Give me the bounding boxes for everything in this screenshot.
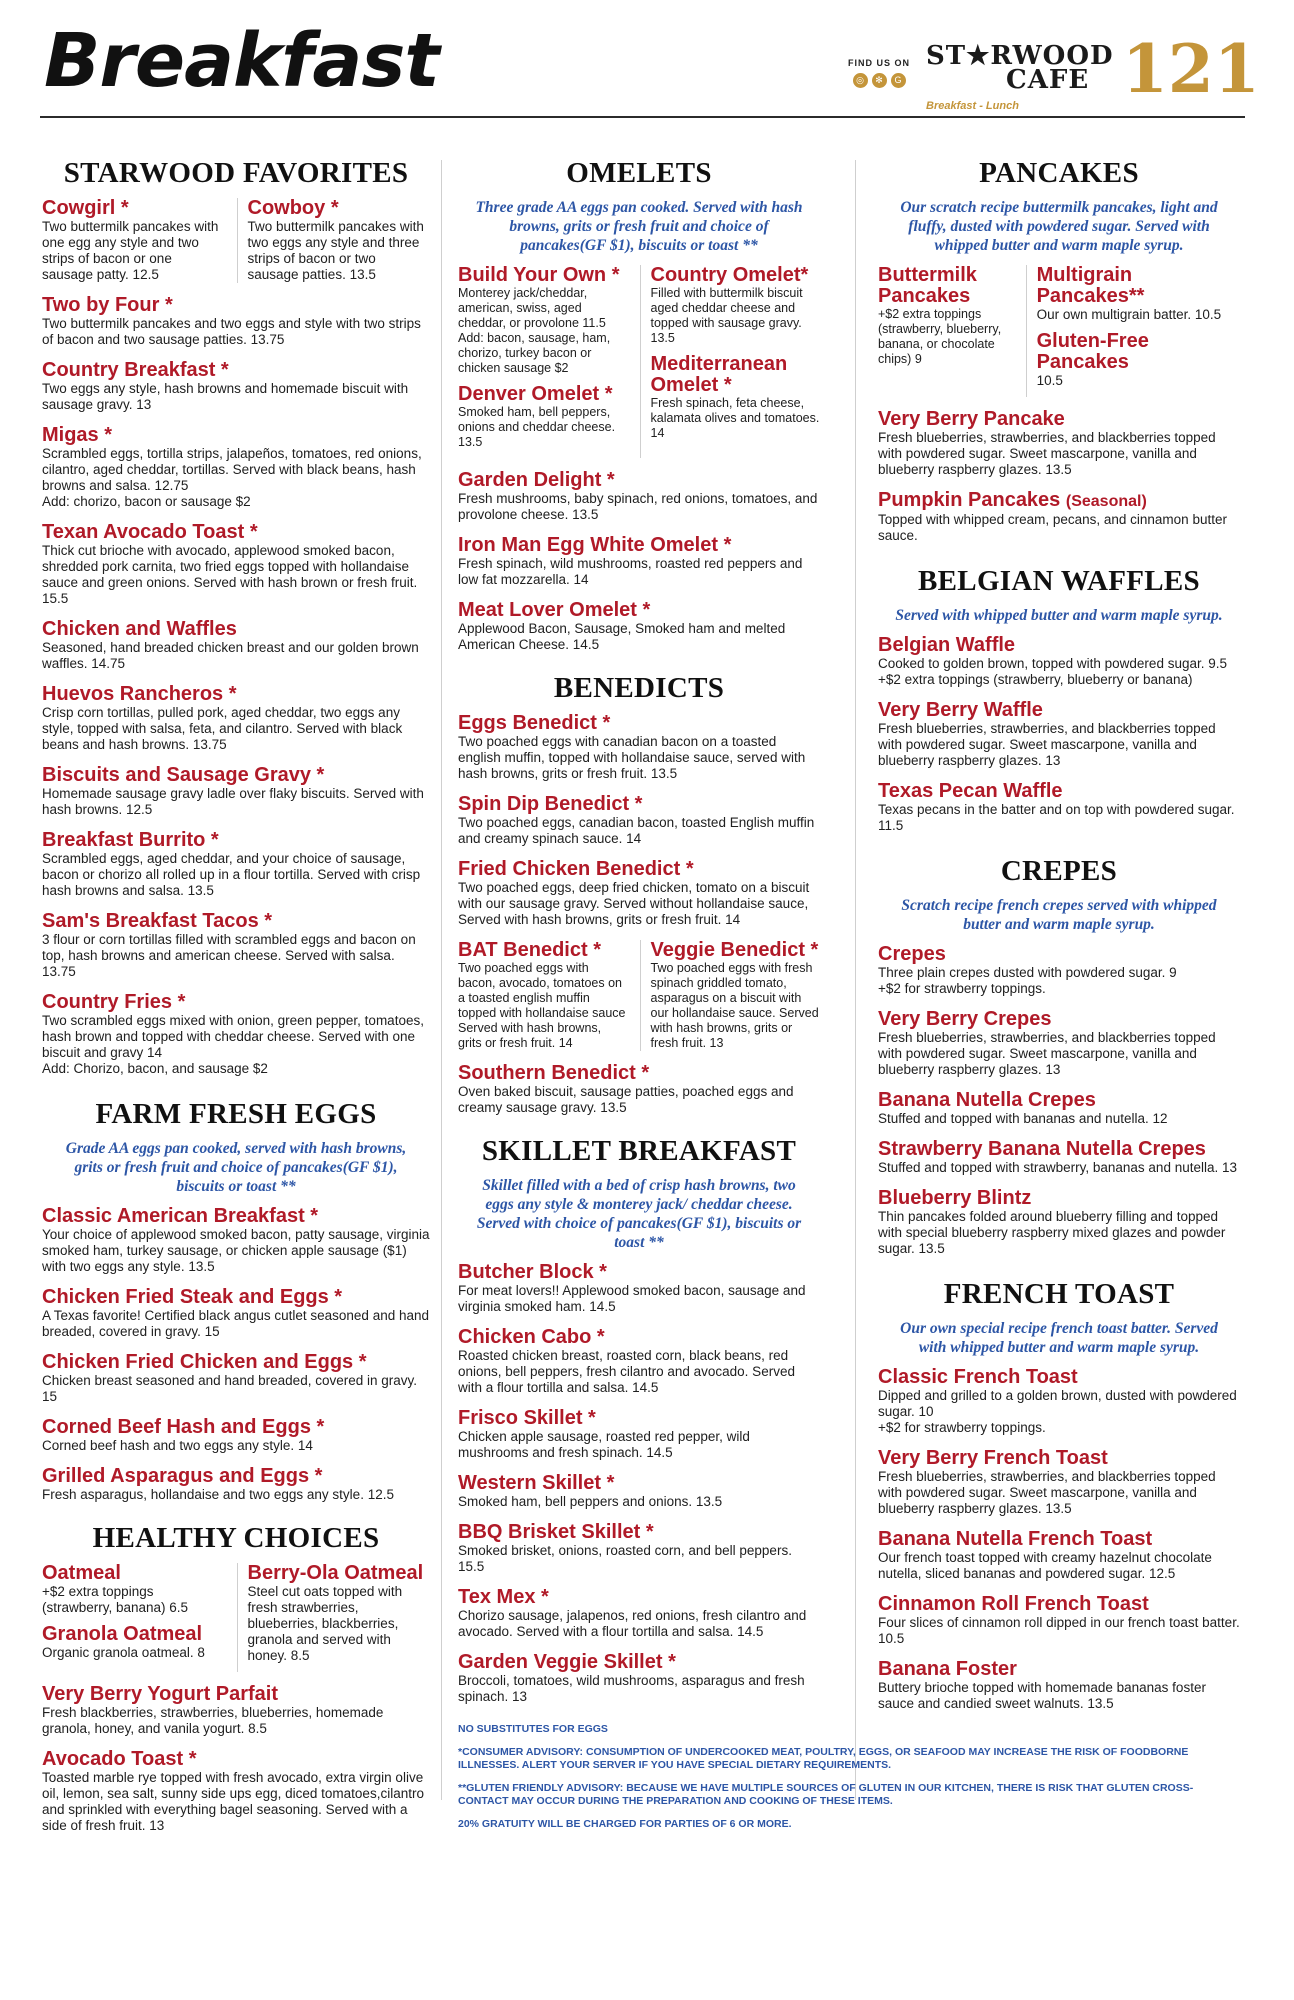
item-desc: Two buttermilk pancakes with one egg any style and two strips of bacon or one sausage patty. 12.5 <box>42 218 219 282</box>
item-desc: Fresh asparagus, hollandaise and two eggs any style. 12.5 <box>42 1486 394 1502</box>
menu-item <box>458 713 820 782</box>
menu-item <box>42 684 430 753</box>
menu-item <box>878 1529 1240 1582</box>
item-name: Mediterranean Omelet * <box>650 352 788 396</box>
section-desc-skillet: Skillet filled with a bed of crisp hash browns, two eggs any style & monterey jack/ cheddar cheese. Served with choice of pancakes(GF $1), biscuits or toast ** <box>476 1176 802 1251</box>
logo-number: 121 <box>1122 30 1260 108</box>
menu-item <box>42 619 430 672</box>
menu-item <box>237 198 431 283</box>
menu-item <box>878 265 1014 397</box>
item-name: Garden Veggie Skillet * <box>458 1650 676 1673</box>
item-name: Very Berry Crepes <box>878 1007 1052 1030</box>
item-desc: Two buttermilk pancakes with two eggs any style and three strips of bacon or two sausage patties. 13.5 <box>247 218 424 282</box>
item-desc: Stuffed and topped with strawberry, bananas and nutella. 13 <box>878 1159 1237 1175</box>
item-desc: Seasoned, hand breaded chicken breast and our golden brown waffles. 14.75 <box>42 639 419 671</box>
item-desc: Thick cut brioche with avocado, applewood smoked bacon, shredded pork carnita, two fried eggs topped with hollandaise sauce and green onions. Served with hash brown or fresh fruit. 15.5 <box>42 542 418 606</box>
item-desc: Cooked to golden brown, topped with powdered sugar. 9.5 <box>878 655 1227 671</box>
item-desc: Chicken apple sausage, roasted red pepper, wild mushrooms and fresh spinach. 14.5 <box>458 1428 750 1460</box>
menu-item <box>42 198 225 283</box>
menu-item <box>458 265 628 376</box>
social-icons <box>834 73 924 88</box>
item-desc: Fresh blackberries, strawberries, blueberries, homemade granola, honey, and vanila yogurt. 8.5 <box>42 1704 384 1736</box>
footnote: NO SUBSTITUTES FOR EGGS <box>458 1722 608 1735</box>
item-desc: Chorizo sausage, jalapenos, red onions, fresh cilantro and avocado. Served with a flour tortilla and salsa. 14.5 <box>458 1607 807 1639</box>
item-name: Very Berry Yogurt Parfait <box>42 1682 279 1705</box>
item-desc: Toasted marble rye topped with fresh avocado, extra virgin olive oil, lemon, sea salt, sunny side ups egg, diced tomatoes,cilantro and sprinkled with everything bagel seasoning. Served with a side of fresh fruit. 13 <box>42 1769 424 1833</box>
menu-item <box>878 1367 1240 1436</box>
menu-item <box>1037 265 1240 323</box>
menu-item <box>42 911 430 980</box>
column-left <box>42 152 430 1846</box>
item-desc: For meat lovers!! Applewood smoked bacon, sausage and virginia smoked ham. 14.5 <box>458 1282 806 1314</box>
item-name: Grilled Asparagus and Eggs * <box>42 1464 323 1487</box>
menu-item <box>458 1063 820 1116</box>
omelets-right <box>640 265 821 458</box>
item-desc: Two buttermilk pancakes and two eggs and style with two strips of bacon and two sausage patties. 13.75 <box>42 315 421 347</box>
menu-item <box>878 409 1240 478</box>
item-name: Corned Beef Hash and Eggs * <box>42 1415 325 1438</box>
item-desc: Homemade sausage gravy ladle over flaky biscuits. Served with hash browns. 12.5 <box>42 785 424 817</box>
item-desc: A Texas favorite! Certified black angus cutlet seasoned and hand breaded, covered in gravy. 15 <box>42 1307 429 1339</box>
item-desc: Your choice of applewood smoked bacon, patty sausage, virginia smoked ham, turkey sausage, or chicken apple sausage ($1) with two eggs any style. 13.5 <box>42 1226 430 1274</box>
menu-item <box>878 1594 1240 1647</box>
logo-name <box>926 41 1114 95</box>
item-name: Chicken Cabo * <box>458 1325 605 1348</box>
section-title-pancakes: PANCAKES <box>979 157 1139 189</box>
item-name: Country Breakfast * <box>42 358 229 381</box>
section-desc-omelets: Three grade AA eggs pan cooked. Served with hash browns, grits or fresh fruit and choice of pancakes(GF $1), biscuits or toast ** <box>475 198 803 254</box>
item-desc: Smoked ham, bell peppers and onions. 13.5 <box>458 1493 723 1509</box>
logo-tagline: Breakfast - Lunch <box>926 100 1019 112</box>
menu-item <box>458 794 820 847</box>
menu-item <box>878 490 1240 544</box>
item-name: Breakfast Burrito * <box>42 828 219 851</box>
item-name-text: Pumpkin Pancakes <box>878 488 1061 511</box>
item-name: Gluten-Free Pancakes <box>1036 329 1149 373</box>
item-desc: Organic granola oatmeal. 8 <box>42 1644 205 1660</box>
menu-item <box>42 1563 225 1616</box>
item-desc: Two poached eggs, canadian bacon, toasted English muffin and creamy spinach sauce. 14 <box>458 814 815 846</box>
item-name: Veggie Benedict * <box>650 938 819 961</box>
item-desc: Two poached eggs, deep fried chicken, tomato on a biscuit with our sausage gravy. Served without hollandaise sauce, Served with hash browns, grits or fresh fruit. 14 <box>458 879 810 927</box>
google-icon[interactable]: G <box>891 73 906 88</box>
item-desc: Fresh blueberries, strawberries, and blackberries topped with powdered sugar. Sweet mascarpone, vanilla and blueberry raspberry glazes. 13.5 <box>878 1468 1216 1516</box>
menu-item <box>878 781 1240 834</box>
menu-item <box>42 425 430 510</box>
section-desc-waffles: Served with whipped butter and warm maple syrup. <box>895 606 1223 624</box>
item-desc: Two poached eggs with bacon, avocado, tomatoes on a toasted english muffin topped with hollandaise sauce Served with hash browns, grits or fresh fruit. 14 <box>458 960 626 1050</box>
cafe-logo <box>926 30 1260 116</box>
item-addon: +$2 extra toppings (strawberry, blueberry or banana) <box>878 671 1193 687</box>
item-desc: Oven baked biscuit, sausage patties, poached eggs and creamy sausage gravy. 13.5 <box>458 1083 794 1115</box>
menu-item <box>878 1448 1240 1517</box>
item-name: Blueberry Blintz <box>878 1186 1032 1209</box>
item-name: Migas * <box>42 423 113 446</box>
item-name: Meat Lover Omelet * <box>458 598 651 621</box>
yelp-icon[interactable]: ✻ <box>872 73 887 88</box>
healthy-pair <box>42 1563 430 1672</box>
menu-item <box>42 830 430 899</box>
item-desc: Our french toast topped with creamy hazelnut chocolate nutella, sliced bananas and powdered sugar. 12.5 <box>878 1549 1212 1581</box>
section-title-favorites: STARWOOD FAVORITES <box>63 157 409 189</box>
item-name: Chicken Fried Chicken and Eggs * <box>42 1350 367 1373</box>
menu-item <box>42 360 430 413</box>
item-name: Chicken Fried Steak and Eggs * <box>42 1285 343 1308</box>
item-name: Granola Oatmeal <box>42 1622 203 1645</box>
pancakes-right <box>1026 265 1240 397</box>
item-desc: Fresh blueberries, strawberries, and blackberries topped with powdered sugar. Sweet mascarpone, vanilla and blueberry raspberry glazes. 13 <box>878 1029 1216 1077</box>
item-desc: Roasted chicken breast, roasted corn, black beans, red onions, bell peppers, fresh cilantro and avocado. Served with a flour tortilla and salsa. 14.5 <box>458 1347 795 1395</box>
logo-name-line2: CAFE <box>1006 65 1090 95</box>
item-desc: Scrambled eggs, aged cheddar, and your choice of sausage, bacon or chorizo all rolled up in a flour tortilla. Served with crisp hash browns and salsa. 13.5 <box>42 850 421 898</box>
item-desc: Steel cut oats topped with fresh strawberries, blueberries, blackberries, granola and served with honey. 8.5 <box>247 1583 403 1663</box>
menu-item <box>458 1408 820 1461</box>
item-addon: Add: bacon, sausage, ham, chorizo, turkey bacon or chicken sausage $2 <box>458 330 611 375</box>
footnote: **GLUTEN FRIENDLY ADVISORY: BECAUSE WE HAVE MULTIPLE SOURCES OF GLUTEN IN OUR KITCHEN, THERE IS RISK THAT GLUTEN CROSS-CONTACT MAY OCCUR DURING THE PREPARATION AND COOKING OF THESE ITEMS. <box>458 1781 1194 1807</box>
item-addon: Add: Chorizo, bacon, and sausage $2 <box>42 1060 268 1076</box>
column-divider-1 <box>441 160 442 1800</box>
item-desc: Our own multigrain batter. 10.5 <box>1036 306 1222 322</box>
menu-item <box>42 295 430 348</box>
favorites-pair <box>42 198 430 283</box>
item-name <box>878 490 1240 512</box>
item-desc: Texas pecans in the batter and on top with powdered sugar. 11.5 <box>878 801 1235 833</box>
item-addon: +$2 for strawberry toppings. <box>878 1419 1046 1435</box>
item-name: Butcher Block * <box>458 1260 607 1283</box>
menu-item <box>458 384 628 450</box>
item-name: Country Omelet* <box>650 263 809 286</box>
menu-item <box>42 992 430 1077</box>
menu-item <box>651 354 821 441</box>
menu-item <box>458 1522 820 1575</box>
item-desc: Two eggs any style, hash browns and homemade biscuit with sausage gravy. 13 <box>42 380 409 412</box>
item-name: Buttermilk Pancakes <box>878 263 977 307</box>
section-desc-pancakes: Our scratch recipe buttermilk pancakes, light and fluffy, dusted with powdered sugar. Served with whipped butter and warm maple syrup. <box>900 198 1218 254</box>
item-name: Banana Nutella French Toast <box>878 1527 1153 1550</box>
item-name: Denver Omelet * <box>458 382 613 405</box>
item-desc: Filled with buttermilk biscuit aged cheddar cheese and topped with sausage gravy. 13.5 <box>650 285 803 345</box>
menu-item <box>878 944 1240 997</box>
section-title-omelets: OMELETS <box>566 157 712 189</box>
column-right <box>878 152 1240 1724</box>
item-name: Western Skillet * <box>458 1471 615 1494</box>
menu-item <box>42 1684 430 1737</box>
page-title: Breakfast <box>44 18 439 104</box>
menu-item <box>878 1009 1240 1078</box>
menu-item <box>878 700 1240 769</box>
menu-item <box>458 1327 820 1396</box>
item-name: Banana Foster <box>878 1657 1017 1680</box>
item-desc: Two poached eggs with canadian bacon on a toasted english muffin, topped with hollandaise sauce, served with hash browns, grits or fresh fruit. 13.5 <box>458 733 806 781</box>
section-title-crepes: CREPES <box>1000 854 1118 887</box>
section-title-benedicts: BENEDICTS <box>553 671 725 704</box>
item-name: BBQ Brisket Skillet * <box>458 1520 654 1543</box>
section-title-french-toast: FRENCH TOAST <box>943 1277 1175 1310</box>
section-title-eggs: FARM FRESH EGGS <box>95 1097 377 1130</box>
item-desc: Two poached eggs with fresh spinach griddled tomato, asparagus on a biscuit with our hollandaise sauce. Served with hash browns, grits or fresh fruit. 13 <box>650 960 819 1050</box>
item-name: Crepes <box>878 942 946 965</box>
item-name: Banana Nutella Crepes <box>878 1088 1096 1111</box>
item-desc: Broccoli, tomatoes, wild mushrooms, asparagus and fresh spinach. 13 <box>458 1672 805 1704</box>
healthy-right <box>237 1563 431 1672</box>
item-name: Southern Benedict * <box>458 1061 650 1084</box>
item-desc: Smoked ham, bell peppers, onions and cheddar cheese. 13.5 <box>458 404 616 449</box>
item-name: BAT Benedict * <box>458 938 601 961</box>
item-desc: Scrambled eggs, tortilla strips, jalapeños, tomatoes, red onions, cilantro, aged cheddar, tortillas. Served with black beans, hash browns and salsa. 12.75 <box>42 445 422 493</box>
item-addon: +$2 for strawberry toppings. <box>878 980 1046 996</box>
page-header <box>40 18 1260 118</box>
item-desc: Smoked brisket, onions, roasted corn, and bell peppers. 15.5 <box>458 1542 792 1574</box>
menu-item <box>42 1466 430 1503</box>
item-name: Sam's Breakfast Tacos * <box>42 909 273 932</box>
item-addon: Add: chorizo, bacon or sausage $2 <box>42 493 251 509</box>
menu-item <box>458 1473 820 1510</box>
menu-item <box>878 1139 1240 1176</box>
item-name: Huevos Rancheros * <box>42 682 237 705</box>
menu-item <box>42 1417 430 1454</box>
item-desc: Four slices of cinnamon roll dipped in our french toast batter. 10.5 <box>878 1614 1240 1646</box>
item-desc: Buttery brioche topped with homemade bananas foster sauce and candied sweet walnuts. 13.5 <box>878 1679 1206 1711</box>
item-desc: Chicken breast seasoned and hand breaded, covered in gravy. 15 <box>42 1372 417 1404</box>
item-desc: Fresh spinach, feta cheese, kalamata olives and tomatoes. 14 <box>650 395 820 440</box>
menu-item <box>878 1659 1240 1712</box>
section-desc-eggs: Grade AA eggs pan cooked, served with hash browns, grits or fresh fruit and choice of pancakes(GF $1), biscuits or toast ** <box>65 1139 407 1195</box>
item-desc: Crisp corn tortillas, pulled pork, aged cheddar, two eggs any style, topped with salsa, feta, and cilantro. Served with black beans and hash browns. 13.75 <box>42 704 403 752</box>
instagram-icon[interactable]: ◎ <box>853 73 868 88</box>
item-name: Cowgirl * <box>42 196 129 219</box>
item-name: Iron Man Egg White Omelet * <box>458 533 732 556</box>
menu-item <box>42 1624 225 1661</box>
menu-item <box>458 859 820 928</box>
benedicts-pair <box>458 940 820 1051</box>
item-desc: Fresh mushrooms, baby spinach, red onions, tomatoes, and provolone cheese. 13.5 <box>458 490 818 522</box>
section-title-waffles: BELGIAN WAFFLES <box>918 564 1200 597</box>
item-name: Belgian Waffle <box>878 633 1016 656</box>
menu-item <box>1037 331 1240 389</box>
item-name: Biscuits and Sausage Gravy * <box>42 763 325 786</box>
item-name: Eggs Benedict * <box>458 711 611 734</box>
item-desc: Fresh spinach, wild mushrooms, roasted red peppers and low fat mozzarella. 14 <box>458 555 803 587</box>
item-name: Multigrain Pancakes** <box>1036 263 1145 307</box>
menu-item <box>458 1587 820 1640</box>
item-desc: Dipped and grilled to a golden brown, dusted with powdered sugar. 10 <box>878 1387 1237 1419</box>
item-name: Cowboy * <box>247 196 339 219</box>
menu-item <box>878 635 1240 688</box>
item-name: Oatmeal <box>42 1561 121 1584</box>
item-name: Fried Chicken Benedict * <box>458 857 694 880</box>
item-name: Strawberry Banana Nutella Crepes <box>878 1137 1206 1160</box>
item-desc: 10.5 <box>1036 372 1063 388</box>
menu-item <box>248 1563 431 1664</box>
menu-item <box>640 940 821 1051</box>
item-name: Very Berry French Toast <box>878 1446 1108 1469</box>
menu-item <box>458 1652 820 1705</box>
item-name: Classic American Breakfast * <box>42 1204 319 1227</box>
menu-item <box>42 1206 430 1275</box>
footnote: 20% GRATUITY WILL BE CHARGED FOR PARTIES OF 6 OR MORE. <box>458 1817 792 1830</box>
item-desc: Applewood Bacon, Sausage, Smoked ham and melted American Cheese. 14.5 <box>458 620 786 652</box>
item-desc: +$2 extra toppings (strawberry, blueberry, banana, or chocolate chips) 9 <box>878 306 1002 366</box>
item-name: Berry-Ola Oatmeal <box>247 1561 424 1584</box>
item-name: Avocado Toast * <box>42 1747 197 1770</box>
menu-item <box>878 1090 1240 1127</box>
item-name: Frisco Skillet * <box>458 1406 596 1429</box>
item-name: Build Your Own * <box>458 263 620 286</box>
menu-item <box>458 470 820 523</box>
menu-item <box>42 1352 430 1405</box>
item-name: Very Berry Pancake <box>878 407 1065 430</box>
menu-item <box>458 535 820 588</box>
item-desc: Three plain crepes dusted with powdered sugar. 9 <box>878 964 1177 980</box>
column-divider-2 <box>855 160 856 1800</box>
item-desc: +$2 extra toppings (strawberry, banana) 6.5 <box>42 1583 189 1615</box>
menu-item <box>651 265 821 346</box>
item-name: Texan Avocado Toast * <box>42 520 258 543</box>
omelets-left <box>458 265 628 458</box>
pancakes-pair <box>878 265 1240 397</box>
find-us-label: FIND US ON <box>847 58 910 68</box>
menu-item <box>42 765 430 818</box>
item-name: Country Fries * <box>42 990 186 1013</box>
item-desc: Fresh blueberries, strawberries, and blackberries topped with powdered sugar. Sweet mascarpone, vanilla and blueberry raspberry glazes. 13 <box>878 720 1216 768</box>
find-us <box>834 58 924 88</box>
menu-item <box>458 1262 820 1315</box>
healthy-left <box>42 1563 225 1672</box>
item-name: Garden Delight * <box>458 468 615 491</box>
item-desc: Stuffed and topped with bananas and nutella. 12 <box>878 1110 1168 1126</box>
menu-item <box>458 940 628 1051</box>
item-desc: Monterey jack/cheddar, american, swiss, aged cheddar, or provolone 11.5 <box>458 285 606 330</box>
footnote: *CONSUMER ADVISORY: CONSUMPTION OF UNDERCOOKED MEAT, POULTRY, EGGS, OR SEAFOOD MAY INCREASE THE RISK OF FOODBORNE ILLNESSES. ALERT YOUR SERVER IF YOU HAVE SPECIAL DIETARY REQUIREMENTS. <box>458 1745 1189 1771</box>
section-title-skillet: SKILLET BREAKFAST <box>481 1134 797 1167</box>
item-name: Texas Pecan Waffle <box>878 779 1063 802</box>
header-divider <box>40 116 1245 118</box>
item-name: Two by Four * <box>42 293 173 316</box>
item-desc: Fresh blueberries, strawberries, and blackberries topped with powdered sugar. Sweet mascarpone, vanilla and blueberry raspberry glazes. 13.5 <box>878 429 1216 477</box>
section-desc-crepes: Scratch recipe french crepes served with whipped butter and warm maple syrup. <box>901 896 1217 933</box>
omelets-pair <box>458 265 820 458</box>
menu-item <box>878 1188 1240 1257</box>
item-name: Chicken and Waffles <box>42 617 237 640</box>
item-name: Very Berry Waffle <box>878 698 1043 721</box>
item-desc: Thin pancakes folded around blueberry filling and topped with special blueberry raspberry mixed glazes and powder sugar. 13.5 <box>878 1208 1226 1256</box>
item-desc: Two scrambled eggs mixed with onion, green pepper, tomatoes, hash brown and topped with cheddar cheese. Served with one biscuit and gravy 14 <box>42 1012 424 1060</box>
seasonal-tag: (Seasonal) <box>1065 492 1147 510</box>
item-name: Spin Dip Benedict * <box>458 792 643 815</box>
menu-item <box>42 522 430 607</box>
item-desc: Topped with whipped cream, pecans, and cinnamon butter sauce. <box>878 511 1227 543</box>
footnotes <box>458 1723 1238 1831</box>
item-name: Classic French Toast <box>878 1365 1078 1388</box>
menu-item <box>42 1287 430 1340</box>
item-desc: Corned beef hash and two eggs any style. 14 <box>42 1437 313 1453</box>
menu-item <box>42 1749 430 1834</box>
menu-item <box>458 600 820 653</box>
section-desc-french-toast: Our own special recipe french toast batter. Served with whipped butter and warm maple syrup. <box>900 1319 1218 1356</box>
item-name: Cinnamon Roll French Toast <box>878 1592 1149 1615</box>
section-title-healthy: HEALTHY CHOICES <box>92 1521 380 1554</box>
item-name: Tex Mex * <box>458 1585 549 1608</box>
logo-name-line1: ST★RWOOD <box>926 41 1114 71</box>
item-desc: 3 flour or corn tortillas filled with scrambled eggs and bacon on top, hash browns and american cheese. Served with salsa. 13.75 <box>42 931 416 979</box>
